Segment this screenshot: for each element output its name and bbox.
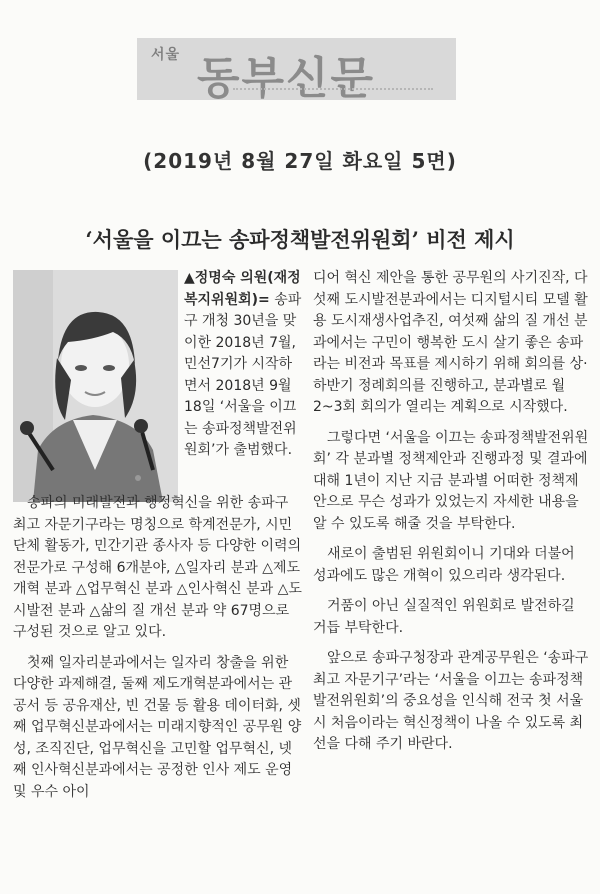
article-paragraph: 디어 혁신 제안을 통한 공무원의 사기진작, 다섯째 도시발전분과에서는 디지털시티 모델 활용 도시재생사업추진, 여섯째 삶의 질 개선 분과에서는 구민이 행복한 도시 살기 좋은 송파라는 비전과 목표를 제시하기 위해 회의를 상·하반기 정례회의를 진행하고, 분과별로 월 2~3회 회의가 열리는 계획으로 시작했다. bbox=[313, 270, 588, 415]
masthead-title: 동부신문 bbox=[197, 53, 376, 104]
article-column-1 bbox=[13, 493, 303, 812]
article-paragraph: 앞으로 송파구청장과 관계공무원은 ‘송파구 최고 자문기구’라는 ‘서울을 이끄는 송파정책발전위원회’의 중요성을 인식해 전국 첫 서울시 처음이라는 혁신정책이 나올 수 있도록 최선을 다해 주기 바란다. bbox=[313, 650, 589, 752]
councillor-name-lead: ▲정명숙 의원(재정복지위원회)= bbox=[184, 270, 301, 308]
intro-text: 송파구 개청 30년을 맞이한 2018년 7월, 민선7기가 시작하면서 2018년 9월 18일 ‘서울을 이끄는 송파정책발전위원회’가 출범했다. bbox=[184, 291, 302, 458]
article-column-2 bbox=[313, 268, 590, 765]
article-paragraph: 새로이 출범된 위원회이니 기대와 더불어 성과에도 많은 개혁이 있으리라 생각된다. bbox=[313, 546, 575, 584]
councillor-photo bbox=[13, 270, 178, 502]
article-paragraph: 송파의 미래발전과 행정혁신을 위한 송파구 최고 자문기구라는 명칭으로 학계전문가, 시민단체 활동가, 민간기관 종사자 등 다양한 이력의 전문가로 구성해 6개분야, △일자리 분과 △제도개혁 분과 △업무혁신 분과 △인사혁신 분과 △도시발전 분과 △삶의 질 개선 분과 약 67명으로 구성된 것으로 알고 있다. bbox=[13, 495, 302, 640]
article-intro bbox=[184, 268, 302, 462]
masthead-small-text: 서울 bbox=[151, 47, 181, 63]
edition-date: (2019년 8월 27일 화요일 5면) bbox=[143, 149, 457, 173]
article-paragraph: 그렇다면 ‘서울을 이끄는 송파정책발전위원회’ 각 분과별 정책제안과 진행과정 및 결과에 대해 1년이 지난 지금 분과별 어떠한 정책제안으로 무슨 성과가 있었는지 자세한 내용을 알 수 있도록 해줄 것을 부탁한다. bbox=[313, 429, 589, 532]
article-paragraph: 첫째 일자리분과에서는 일자리 창출을 위한 다양한 과제해결, 둘째 제도개혁분과에서는 관공서 등 공유재산, 빈 건물 등 활용 데이터화, 셋째 업무혁신분과에서는 미래지향적인 공무원 양성, 조직진단, 업무혁신을 고민할 업무혁신, 넷째 인사혁신분과에서는 공정한 인사 제도 운영 및 우수 아이 bbox=[13, 654, 302, 800]
article-paragraph: 거품이 아닌 실질적인 위원회로 발전하길 거듭 부탁한다. bbox=[313, 598, 575, 636]
article-headline: ‘서울을 이끄는 송파정책발전위원회’ 비전 제시 bbox=[85, 227, 515, 252]
newspaper-masthead bbox=[137, 38, 456, 104]
masthead-subline bbox=[233, 88, 433, 96]
